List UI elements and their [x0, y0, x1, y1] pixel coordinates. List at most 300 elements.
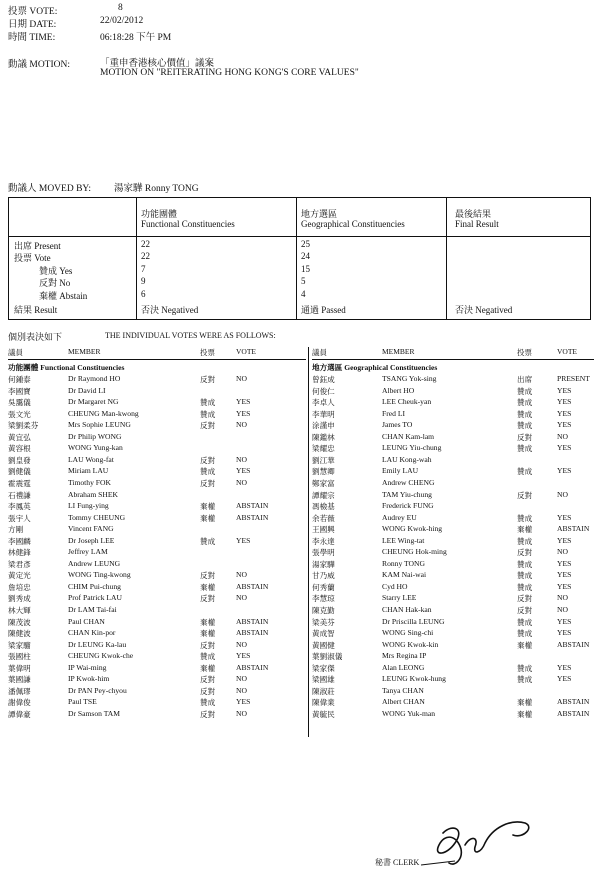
col-final-zh: 最後結果: [455, 209, 492, 219]
vote-label: 投票 VOTE:: [8, 7, 58, 17]
fc-member-row: [8, 536, 306, 548]
gc-member-row: [312, 663, 594, 675]
gc-member-name-en: LAU Kong-wah: [382, 454, 432, 464]
fc-member-vote-en: NO: [236, 708, 247, 718]
fc-member-row: [8, 628, 306, 640]
fc-member-name-zh: 黃定光: [8, 571, 31, 581]
gc-member-name-zh: 李永達: [312, 536, 335, 546]
fc-member-row: [8, 570, 306, 582]
gc-member-vote-zh: 棄權: [517, 640, 533, 650]
gc-member-vote-zh: 出席: [517, 375, 533, 384]
fc-present: 22: [141, 239, 150, 249]
gc-member-name-en: WONG Sing-chi: [382, 628, 434, 638]
fc-member-name-en: Dr Philip WONG: [68, 431, 122, 441]
gc-member-row: [312, 524, 594, 536]
gc-member-row: [312, 697, 594, 709]
fc-member-name-zh: 譚偉豪: [8, 709, 31, 719]
fc-member-name-en: Abraham SHEK: [68, 489, 118, 499]
gc-member-vote-en: NO: [557, 489, 568, 499]
fc-member-name-en: Dr Joseph LEE: [68, 535, 115, 545]
gc-member-row: [312, 501, 594, 513]
fc-member-name-en: Paul TSE: [68, 697, 97, 707]
fc-member-row: [8, 432, 306, 444]
fc-member-name-zh: 梁劉柔芬: [8, 421, 39, 431]
fc-member-row: [8, 524, 306, 536]
fc-no: 9: [141, 276, 146, 286]
fc-member-vote-zh: 贊成: [200, 467, 216, 477]
individual-votes-en: THE INDIVIDUAL VOTES WERE AS FOLLOWS:: [105, 331, 276, 340]
fc-member-name-zh: 葉國謙: [8, 675, 31, 685]
gc-member-row: [312, 386, 594, 398]
gc-member-row: [312, 628, 594, 640]
fc-result: 否決 Negatived: [141, 305, 199, 315]
fc-member-name-zh: 霍震霆: [8, 478, 31, 488]
fc-member-vote-en: NO: [236, 685, 247, 695]
gc-member-name-zh: 馮檢基: [312, 502, 335, 512]
fc-member-vote-en: NO: [236, 420, 247, 430]
fc-member-vote-zh: 反對: [200, 709, 216, 719]
fc-member-name-zh: 張國柱: [8, 652, 31, 662]
gc-member-vote-zh: 贊成: [517, 467, 533, 477]
gc-member-vote-en: YES: [557, 408, 572, 418]
gc-member-vote-en: YES: [557, 628, 572, 638]
gc-member-row: [312, 443, 594, 455]
fc-member-name-en: Paul CHAN: [68, 616, 105, 626]
fc-member-name-en: Dr PAN Pey-chyou: [68, 685, 127, 695]
fc-member-vote-en: YES: [236, 408, 251, 418]
fc-member-name-zh: 劉皇發: [8, 455, 31, 465]
fc-member-vote-en: NO: [236, 477, 247, 487]
gc-member-name-en: LEUNG Kwok-hung: [382, 674, 446, 684]
gc-member-name-zh: 王國興: [312, 525, 335, 535]
gc-member-name-en: WONG Kwok-hing: [382, 524, 443, 534]
gc-member-name-zh: 何俊仁: [312, 386, 335, 396]
gc-member-row: [312, 559, 594, 571]
fc-member-row: [8, 709, 306, 721]
vote-number: 8: [118, 3, 123, 13]
gc-result: 通過 Passed: [301, 305, 346, 315]
gc-member-vote-zh: 棄權: [517, 709, 533, 719]
gc-member-name-zh: 李慧琼: [312, 594, 335, 604]
gc-member-row: [312, 686, 594, 698]
fc-member-name-zh: 吳靄儀: [8, 398, 31, 408]
fc-member-vote-zh: 贊成: [200, 536, 216, 546]
gc-member-name-zh: 梁家傑: [312, 663, 335, 673]
fc-member-name-en: CHAN Kin-por: [68, 628, 116, 638]
gc-member-name-en: CHAN Kam-lam: [382, 431, 435, 441]
fc-member-name-zh: 林大輝: [8, 606, 31, 615]
fc-member-name-zh: 石禮謙: [8, 490, 31, 500]
gc-no: 5: [301, 276, 306, 286]
fc-member-vote-zh: 棄權: [200, 629, 216, 639]
motion-title-en: MOTION ON "REITERATING HONG KONG'S CORE VALUES": [100, 68, 359, 78]
motion-title-zh: 「重申香港核心價值」議案: [100, 59, 215, 69]
fc-member-name-en: Mrs Sophie LEUNG: [68, 420, 131, 430]
fc-member-row: [8, 513, 306, 525]
gc-member-vote-zh: 棄權: [517, 525, 533, 535]
gc-member-row: [312, 513, 594, 525]
gc-member-name-zh: 劉江華: [312, 455, 335, 465]
gc-member-vote-zh: 贊成: [517, 536, 533, 546]
gc-member-name-en: TAM Yiu-chung: [382, 489, 432, 499]
time-label: 時間 TIME:: [8, 33, 56, 43]
fc-member-vote-en: ABSTAIN: [236, 581, 269, 591]
gc-member-name-zh: 湯家驊: [312, 559, 335, 569]
fc-member-name-en: WONG Ting-kwong: [68, 570, 131, 580]
gc-vote: 24: [301, 251, 310, 261]
gc-member-name-zh: 黃成智: [312, 629, 335, 639]
motion-label: 動議 MOTION:: [8, 60, 71, 70]
moved-by-value: 湯家驊 Ronny TONG: [114, 184, 199, 194]
date-label: 日期 DATE:: [8, 20, 57, 30]
gc-member-vote-zh: 贊成: [517, 398, 533, 408]
fc-member-vote-en: YES: [236, 651, 251, 661]
gc-member-row: [312, 570, 594, 582]
fc-member-name-en: Jeffrey LAM: [68, 547, 108, 557]
fc-member-name-en: CHIM Pui-chung: [68, 581, 121, 591]
fc-member-row: [8, 420, 306, 432]
gc-member-row: [312, 582, 594, 594]
fc-member-vote-zh: 贊成: [200, 398, 216, 408]
fc-member-name-zh: 陳健波: [8, 629, 31, 639]
fc-member-name-en: Miriam LAU: [68, 466, 109, 476]
gc-member-vote-zh: 棄權: [517, 698, 533, 708]
gc-member-name-zh: 李華明: [312, 409, 335, 419]
gc-member-vote-en: PRESENT: [557, 374, 590, 383]
individual-votes-zh: 個別表決如下: [8, 332, 63, 342]
fc-member-row: [8, 490, 306, 502]
gc-member-name-zh: 梁國雄: [312, 675, 335, 685]
fc-col-member-en: MEMBER: [68, 347, 101, 356]
fc-member-name-zh: 陳茂波: [8, 617, 31, 627]
fc-member-name-zh: 李國麟: [8, 536, 31, 546]
fc-member-vote-en: NO: [236, 454, 247, 464]
fc-member-row: [8, 547, 306, 559]
gc-member-vote-zh: 反對: [517, 432, 533, 442]
gc-member-name-en: Andrew CHENG: [382, 477, 435, 487]
fc-member-vote-zh: 棄權: [200, 663, 216, 673]
gc-member-vote-en: YES: [557, 466, 572, 476]
fc-member-vote-en: YES: [236, 535, 251, 545]
gc-member-vote-en: ABSTAIN: [557, 708, 590, 718]
gc-col-vote-zh: 投票: [517, 348, 532, 357]
gc-yes: 15: [301, 264, 310, 274]
gc-member-name-zh: 涂謹申: [312, 421, 335, 431]
col-final-en: Final Result: [455, 219, 499, 229]
fc-member-name-en: Andrew LEUNG: [68, 558, 121, 568]
gc-member-row: [312, 547, 594, 559]
gc-member-vote-en: YES: [557, 420, 572, 430]
col-gc-zh: 地方選區: [301, 209, 338, 219]
gc-member-name-zh: 梁美芬: [312, 617, 335, 627]
gc-member-vote-en: YES: [557, 662, 572, 672]
fc-member-vote-en: NO: [236, 639, 247, 649]
fc-member-row: [8, 559, 306, 571]
gc-member-name-en: LEUNG Yiu-chung: [382, 443, 442, 453]
gc-member-vote-en: YES: [557, 616, 572, 626]
fc-member-name-en: Vincent FANG: [68, 524, 114, 534]
gc-member-name-zh: 葉劉淑儀: [312, 652, 343, 662]
gc-member-vote-zh: 贊成: [517, 582, 533, 592]
fc-member-row: [8, 501, 306, 513]
fc-col-member-zh: 議員: [8, 348, 23, 357]
gc-member-row: [312, 593, 594, 605]
fc-member-row: [8, 686, 306, 698]
gc-member-vote-en: ABSTAIN: [557, 524, 590, 534]
gc-member-name-en: Ronny TONG: [382, 558, 425, 568]
fc-member-row: [8, 397, 306, 409]
gc-member-row: [312, 490, 594, 502]
gc-member-vote-zh: 贊成: [517, 571, 533, 581]
row-present-label: 出席 Present: [14, 241, 61, 251]
gc-col-member-en: MEMBER: [382, 347, 415, 356]
fc-col-vote-en: VOTE: [236, 347, 256, 356]
gc-member-name-en: James TO: [382, 420, 413, 430]
fc-member-row: [8, 443, 306, 455]
fc-member-row: [8, 409, 306, 421]
gc-member-vote-en: YES: [557, 385, 572, 395]
gc-member-vote-en: NO: [557, 431, 568, 441]
gc-member-name-en: Fred LI: [382, 408, 405, 418]
fc-member-row: [8, 455, 306, 467]
gc-member-name-en: Albert CHAN: [382, 697, 425, 707]
col-fc-en: Functional Constituencies: [141, 219, 235, 229]
time-value: 06:18:28 下午 PM: [100, 33, 172, 43]
moved-by-label: 動議人 MOVED BY:: [8, 184, 92, 194]
col-fc-zh: 功能團體: [141, 209, 178, 219]
gc-member-name-en: CHAN Hak-kan: [382, 605, 432, 614]
fc-member-row: [8, 478, 306, 490]
gc-member-name-zh: 張學明: [312, 548, 335, 558]
fc-member-name-zh: 梁君彥: [8, 559, 31, 569]
fc-member-row: [8, 651, 306, 663]
gc-member-row: [312, 455, 594, 467]
gc-member-vote-zh: 贊成: [517, 617, 533, 627]
fc-member-name-zh: 劉健儀: [8, 467, 31, 477]
gc-member-row: [312, 466, 594, 478]
fc-member-vote-zh: 反對: [200, 571, 216, 581]
fc-member-vote-en: NO: [236, 593, 247, 603]
fc-member-vote-zh: 反對: [200, 640, 216, 650]
fc-member-row: [8, 663, 306, 675]
gc-member-row: [312, 674, 594, 686]
row-result-label: 結果 Result: [14, 305, 58, 315]
fc-member-vote-zh: 贊成: [200, 652, 216, 662]
row-abstain-label: 棄權 Abstain: [39, 291, 88, 301]
gc-member-row: [312, 617, 594, 629]
fc-member-name-en: Prof Patrick LAU: [68, 593, 122, 603]
gc-member-vote-zh: 反對: [517, 606, 533, 615]
fc-member-vote-en: NO: [236, 570, 247, 580]
gc-member-name-en: KAM Nai-wai: [382, 570, 427, 580]
gc-member-row: [312, 420, 594, 432]
gc-member-name-zh: 陳淑莊: [312, 686, 335, 696]
fc-member-vote-zh: 反對: [200, 478, 216, 488]
fc-member-name-en: Dr LAM Tai-fai: [68, 605, 117, 614]
gc-member-name-en: Frederick FUNG: [382, 501, 434, 511]
gc-member-vote-zh: 贊成: [517, 675, 533, 685]
fc-member-name-zh: 葉偉明: [8, 663, 31, 673]
gc-member-vote-en: ABSTAIN: [557, 639, 590, 649]
gc-member-vote-en: YES: [557, 581, 572, 591]
gc-member-row: [312, 397, 594, 409]
fc-member-row: [8, 386, 306, 398]
fc-member-vote-zh: 贊成: [200, 409, 216, 419]
fc-member-vote-zh: 反對: [200, 675, 216, 685]
fc-member-name-zh: 詹培忠: [8, 582, 31, 592]
gc-member-name-zh: 陳克勤: [312, 606, 335, 615]
fc-member-vote-en: YES: [236, 397, 251, 407]
gc-abstain: 4: [301, 289, 306, 299]
fc-member-name-zh: 林健鋒: [8, 548, 31, 558]
gc-member-vote-zh: 反對: [517, 490, 533, 500]
gc-member-name-zh: 劉慧卿: [312, 467, 335, 477]
fc-member-name-zh: 潘佩璆: [8, 686, 31, 696]
fc-member-vote-zh: 反對: [200, 594, 216, 604]
fc-abstain: 6: [141, 289, 146, 299]
gc-col-member-zh: 議員: [312, 348, 327, 357]
fc-member-name-zh: 張宇人: [8, 513, 31, 523]
gc-member-vote-en: NO: [557, 593, 568, 603]
gc-member-name-en: LEE Wing-tat: [382, 535, 425, 545]
gc-member-name-en: WONG Kwok-kin: [382, 639, 439, 649]
gc-member-vote-en: NO: [557, 605, 568, 614]
gc-member-name-en: Starry LEE: [382, 593, 417, 603]
fc-member-vote-en: YES: [236, 697, 251, 707]
gc-member-vote-zh: 贊成: [517, 421, 533, 431]
clerk-label: 秘書 CLERK: [375, 858, 420, 867]
gc-member-vote-zh: 贊成: [517, 559, 533, 569]
gc-member-row: [312, 374, 594, 386]
gc-member-name-en: Tanya CHAN: [382, 685, 424, 695]
fc-member-vote-en: ABSTAIN: [236, 616, 269, 626]
fc-member-name-en: Tommy CHEUNG: [68, 512, 126, 522]
gc-member-vote-en: YES: [557, 397, 572, 407]
gc-section-title: 地方選區 Geographical Constituencies: [312, 363, 438, 372]
fc-member-name-en: Dr Raymond HO: [68, 374, 121, 383]
fc-member-name-zh: 張文光: [8, 409, 31, 419]
gc-member-row: [312, 709, 594, 721]
gc-member-name-zh: 何秀蘭: [312, 582, 335, 592]
fc-member-name-en: Timothy FOK: [68, 477, 111, 487]
gc-member-name-zh: 梁耀忠: [312, 444, 335, 454]
fc-member-name-zh: 李國寶: [8, 386, 31, 396]
fc-member-name-en: LAU Wong-fat: [68, 454, 114, 464]
gc-member-name-en: Alan LEONG: [382, 662, 425, 672]
gc-col-vote-en: VOTE: [557, 347, 577, 356]
gc-member-row: [312, 536, 594, 548]
gc-member-vote-zh: 贊成: [517, 444, 533, 454]
clerk-signature: [415, 805, 565, 875]
gc-member-name-en: Cyd HO: [382, 581, 408, 591]
fc-col-vote-zh: 投票: [200, 348, 215, 357]
gc-member-name-en: Albert HO: [382, 385, 415, 395]
fc-member-vote-zh: 贊成: [200, 698, 216, 708]
fc-member-name-en: Dr David LI: [68, 385, 106, 395]
gc-member-name-zh: 鄭家富: [312, 478, 335, 488]
fc-member-name-en: CHEUNG Kwok-che: [68, 651, 134, 661]
gc-member-row: [312, 651, 594, 663]
gc-member-vote-zh: 贊成: [517, 663, 533, 673]
fc-member-vote-en: YES: [236, 466, 251, 476]
fc-member-vote-zh: 反對: [200, 375, 216, 384]
fc-member-row: [8, 374, 306, 386]
fc-member-name-en: WONG Yung-kan: [68, 443, 123, 453]
fc-member-row: [8, 674, 306, 686]
fc-member-vote-zh: 反對: [200, 421, 216, 431]
fc-member-name-en: IP Wai-ming: [68, 662, 107, 672]
gc-member-name-en: Emily LAU: [382, 466, 419, 476]
gc-member-vote-en: YES: [557, 558, 572, 568]
gc-member-vote-zh: 反對: [517, 594, 533, 604]
fc-member-name-en: Dr Margaret NG: [68, 397, 119, 407]
gc-member-name-zh: 李卓人: [312, 398, 335, 408]
gc-member-vote-zh: 贊成: [517, 513, 533, 523]
fc-member-row: [8, 466, 306, 478]
gc-member-vote-en: YES: [557, 535, 572, 545]
gc-member-vote-zh: 反對: [517, 548, 533, 558]
gc-member-name-zh: 甘乃威: [312, 571, 335, 581]
gc-member-name-en: TSANG Yok-sing: [382, 374, 437, 383]
gc-member-name-zh: 陳鑑林: [312, 432, 335, 442]
fc-member-vote-en: NO: [236, 374, 247, 383]
fc-member-vote-zh: 棄權: [200, 582, 216, 592]
fc-member-name-en: CHEUNG Man-kwong: [68, 408, 139, 418]
gc-member-row: [312, 640, 594, 652]
fc-member-name-zh: 謝偉俊: [8, 698, 31, 708]
gc-member-name-en: WONG Yuk-man: [382, 708, 436, 718]
fc-member-name-zh: 何鍾泰: [8, 375, 31, 384]
final-result: 否決 Negatived: [455, 305, 513, 315]
fc-member-vote-en: ABSTAIN: [236, 628, 269, 638]
gc-member-row: [312, 478, 594, 490]
fc-member-name-zh: 劉秀成: [8, 594, 31, 604]
fc-member-vote-en: ABSTAIN: [236, 662, 269, 672]
gc-member-vote-en: YES: [557, 512, 572, 522]
row-vote-label: 投票 Vote: [14, 253, 51, 263]
fc-member-vote-zh: 棄權: [200, 502, 216, 512]
gc-member-vote-en: YES: [557, 674, 572, 684]
fc-member-name-zh: 黃容根: [8, 444, 31, 454]
fc-member-row: [8, 593, 306, 605]
fc-member-row: [8, 605, 306, 617]
gc-member-vote-en: ABSTAIN: [557, 697, 590, 707]
gc-member-name-en: LEE Cheuk-yan: [382, 397, 432, 407]
gc-member-vote-zh: 贊成: [517, 409, 533, 419]
gc-member-vote-zh: 贊成: [517, 629, 533, 639]
gc-member-name-zh: 黃國健: [312, 640, 335, 650]
gc-member-row: [312, 409, 594, 421]
col-gc-en: Geographical Constituencies: [301, 219, 405, 229]
gc-member-name-zh: 余若薇: [312, 513, 335, 523]
fc-member-vote-zh: 棄權: [200, 617, 216, 627]
gc-member-vote-en: NO: [557, 547, 568, 557]
gc-member-vote-en: YES: [557, 443, 572, 453]
gc-member-row: [312, 605, 594, 617]
fc-member-vote-en: NO: [236, 674, 247, 684]
row-no-label: 反對 No: [39, 278, 71, 288]
date-value: 22/02/2012: [100, 16, 144, 26]
summary-table: [8, 197, 591, 320]
gc-member-name-zh: 譚耀宗: [312, 490, 335, 500]
fc-member-vote-zh: 反對: [200, 686, 216, 696]
fc-yes: 7: [141, 264, 146, 274]
fc-member-name-en: IP Kwok-him: [68, 674, 110, 684]
fc-member-row: [8, 697, 306, 709]
fc-vote: 22: [141, 251, 150, 261]
fc-member-name-en: Dr Samson TAM: [68, 708, 120, 718]
gc-member-vote-en: YES: [557, 570, 572, 580]
